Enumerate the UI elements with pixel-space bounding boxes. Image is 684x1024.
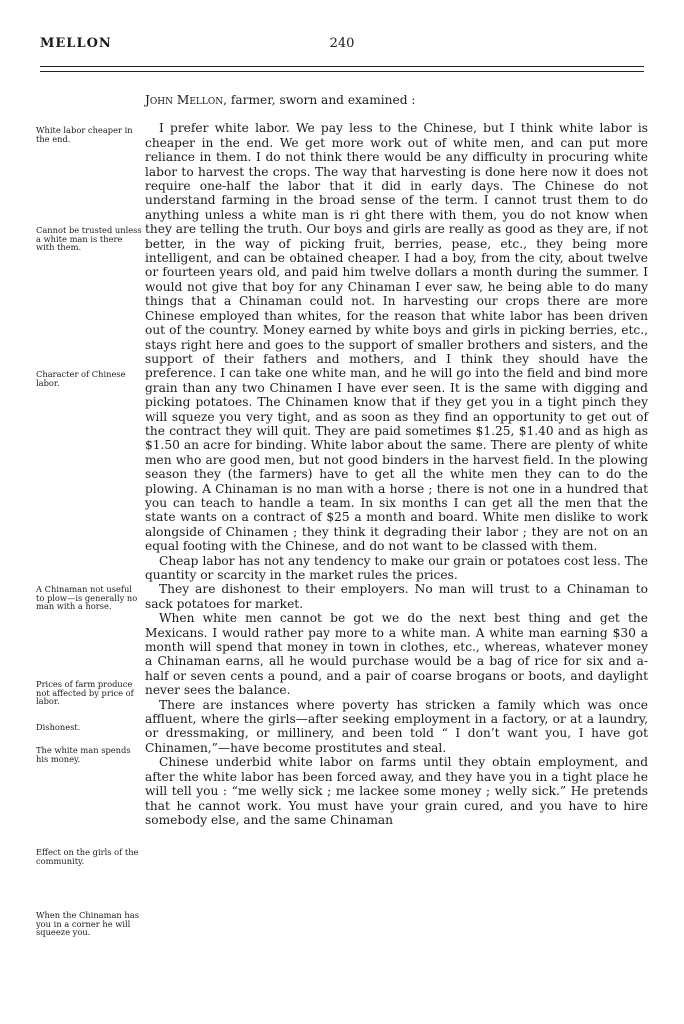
paragraph: They are dishonest to their employers. No man will trust to a Chinaman to sack potatoes for market. (145, 582, 648, 611)
side-note: When the Chinaman has you in a corner he will squeeze you. (36, 910, 139, 938)
witness-intro (145, 93, 648, 107)
running-title: MELLON (40, 36, 112, 51)
side-note: Effect on the girls of the community. (36, 847, 139, 866)
side-note: Prices of farm produce not affected by price of labor. (36, 679, 134, 707)
page-number: 240 (329, 36, 355, 51)
side-note: Dishonest. (36, 722, 81, 732)
side-note: Cannot be trusted unless a white man is there with them. (36, 225, 142, 253)
testimony-body (145, 93, 648, 827)
side-note: A Chinaman not useful to plow—is generally no man with a horse. (36, 584, 138, 612)
header-rule-top (40, 66, 644, 67)
side-note: Character of Chinese labor. (36, 369, 126, 388)
side-note: The white man spends his money. (36, 745, 131, 764)
page-header (40, 36, 644, 56)
witness-name: John Mellon (145, 93, 224, 107)
header-rule-bottom (40, 71, 644, 72)
paragraph: When white men cannot be got we do the next best thing and get the Mexicans. I would rather pay more to a white man. A white man earning $30 a month will spend that money in town in clothes, etc., whereas, whatever money a Chinaman earns, all he would purchase would be a bag of rice for six and a-half or seven cents a pound, and a pair of coarse brogans or boots, and daylight never sees the balance. (145, 611, 648, 698)
paragraph: Chinese underbid white labor on farms until they obtain employment, and after the white labor has been forced away, and they have you in a tight place he will tell you : “me welly sick ; me lackee some money ; welly sick.” He pretends that he cannot work. You must have your grain cured, and you have to hire somebody else, and the same Chinaman (145, 755, 648, 827)
paragraph: There are instances where poverty has stricken a family which was once affluent, where the girls—after seeking employment in a factory, or at a laundry, or dressmaking, or millinery, and been told “ I don’t want you, I have got Chinamen,”—have become prostitutes and steal. (145, 697, 648, 755)
paragraph: I prefer white labor. We pay less to the Chinese, but I think white labor is cheaper in the end. We get more work out of white men, and can put more reliance in them. I do not think there would be any difficulty in procuring white labor to harvest the crops. The way that harvesting is done here now it does not require one-half the labor that it did in early days. The Chinese do not understand farming in the broad sense of the term. I cannot trust them to do anything unless a white man is ri ght there with them, you do not know when they are telling the truth. Our boys and girls are really as good as they are, if not better, in the way of picking fruit, berries, pease, etc., they being more intelligent, and can be obtained cheaper. I had a boy, from the city, about twelve or fourteen years old, and paid him twelve dollars a month during the summer. I would not give that boy for any Chinaman I ever saw, he being able to do many things that a Chinaman could not. In harvesting our crops there are more Chinese employed than whites, for the reason that white labor has been driven out of the country. Money earned by white boys and girls in picking berries, etc., stays right here and goes to the support of smaller brothers and sisters, and the support of their fathers and mothers, and I think they should have the preference. I can take one white man, and he will go into the field and bind more grain than any two Chinamen I have ever seen. It is the same with digging and picking potatoes. The Chinamen know that if they get you in a tight pinch they will squeze you very tight, and as soon as they find an opportunity to get out of the contract they will quit. They are paid sometimes $1.25, $1.40 and as high as $1.50 an acre for binding. White labor about the same. There are plenty of white men who are good men, but not good binders in the harvest field. In the plowing season they (the farmers) have to get all the white men they can to do the plowing. A Chinaman is no man with a horse ; there is not one in a hundred that you can teach to handle a team. In six months I can get all the men that the state wants on a contract of $25 a month and board. White men dislike to work alongside of Chinamen ; they think it degrading their labor ; they are not on an equal footing with the Chinese, and do not want to be classed with them. (145, 121, 648, 554)
side-note: White labor cheaper in the end. (36, 125, 133, 144)
paragraph: Cheap labor has not any tendency to make our grain or potatoes cost less. The quantity or scarcity in the market rules the prices. (145, 553, 648, 582)
witness-intro-rest: , farmer, sworn and examined : (223, 93, 416, 107)
